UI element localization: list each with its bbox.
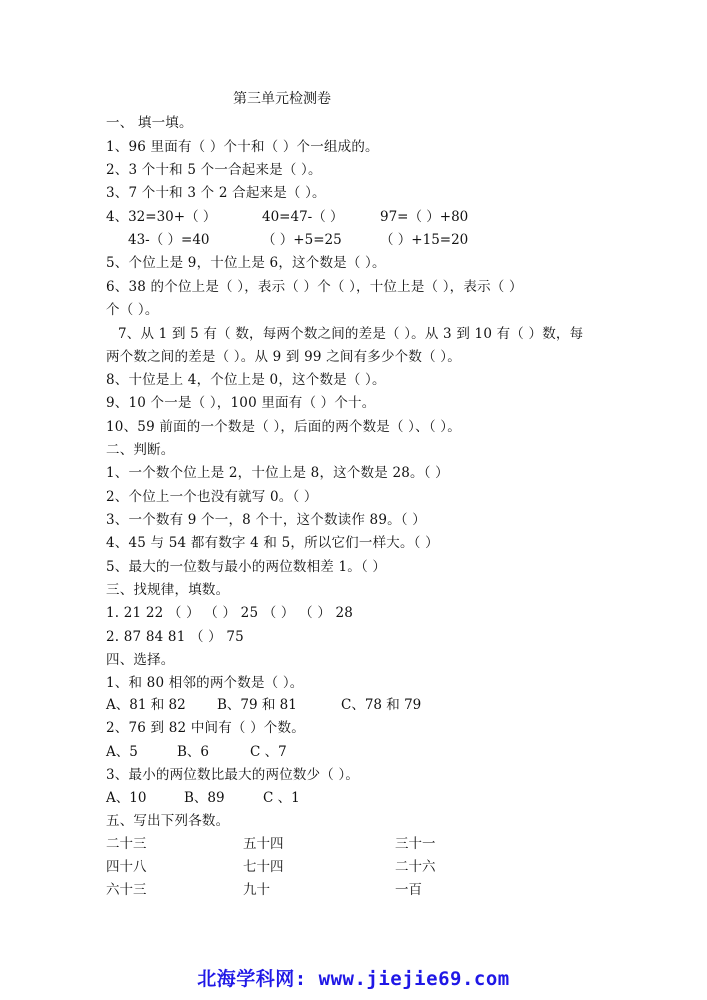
section1-heading: 一、 填一填。 (106, 115, 193, 131)
question-1-4-e: （ ）+5=25 (262, 232, 342, 248)
number-word-2-3: 二十六 (395, 859, 436, 875)
question-1-2: 2、3 个十和 5 个一合起来是（ ）。 (106, 162, 322, 178)
question-1-10: 10、59 前面的一个数是（ ），后面的两个数是（ ）、（ ）。 (106, 419, 461, 435)
question-1-1: 1、96 里面有（ ）个十和（ ）个一组成的。 (106, 139, 379, 155)
question-1-4-c: 97=（ ）+80 (380, 209, 469, 225)
question-1-9: 9、10 个一是（ ），100 里面有（ ）个十。 (106, 395, 376, 411)
number-word-3-2: 九十 (243, 882, 270, 898)
question-1-7-line1: 7、从 1 到 5 有（ 数，每两个数之间的差是（ ）。从 3 到 10 有（ ）数，每 (118, 326, 584, 342)
number-word-2-2: 七十四 (243, 859, 284, 875)
number-word-3-3: 一百 (395, 882, 422, 898)
question-1-8: 8、十位是上 4，个位上是 0，这个数是（ ）。 (106, 372, 386, 388)
judgement-1: 1、一个数个位上是 2，十位上是 8，这个数是 28。（ ） (106, 465, 449, 481)
question-1-6-line2: 个（ ）。 (106, 302, 159, 318)
section3-heading: 三、找规律，填数。 (106, 582, 230, 598)
choice-3-option-c: C 、1 (263, 790, 300, 806)
question-1-4-d: 43-（ ）=40 (128, 232, 210, 248)
question-1-4-b: 40=47-（ ） (262, 209, 344, 225)
choice-2-option-c: C 、7 (250, 744, 287, 760)
judgement-4: 4、45 与 54 都有数字 4 和 5，所以它们一样大。（ ） (106, 535, 439, 551)
question-1-7-line2: 两个数之间的差是（ ）。从 9 到 99 之间有多少个数（ ）。 (106, 349, 461, 365)
question-1-5: 5、个位上是 9，十位上是 6，这个数是（ ）。 (106, 255, 386, 271)
choice-question-3: 3、最小的两位数比最大的两位数少（ ）。 (106, 767, 360, 783)
number-word-2-1: 四十八 (106, 859, 147, 875)
question-1-4-a: 4、32=30+（ ） (106, 209, 217, 225)
judgement-3: 3、一个数有 9 个一，8 个十，这个数读作 89。（ ） (106, 512, 426, 528)
footer-website-link[interactable]: 北海学科网: www.jiejie69.com (197, 968, 510, 990)
number-word-1-2: 五十四 (243, 836, 284, 852)
choice-3-option-b: B、89 (184, 790, 225, 806)
page-title: 第三单元检测卷 (233, 91, 331, 107)
choice-question-1: 1、和 80 相邻的两个数是（ ）。 (106, 675, 304, 691)
section5-heading: 五、写出下列各数。 (106, 813, 230, 829)
section2-heading: 二、判断。 (106, 442, 175, 458)
question-1-6-line1: 6、38 的个位上是（ ），表示（ ）个（ ），十位上是（ ），表示（ ） (106, 279, 523, 295)
section4-heading: 四、选择。 (106, 652, 175, 668)
number-word-1-1: 二十三 (106, 836, 147, 852)
choice-question-2: 2、76 到 82 中间有（ ）个数。 (106, 720, 305, 736)
pattern-1: 1. 21 22 （ ） （ ） 25 （ ） （ ） 28 (106, 605, 354, 621)
choice-1-option-b: B、79 和 81 (217, 697, 297, 713)
choice-1-option-a: A、81 和 82 (106, 697, 186, 713)
choice-2-option-b: B、6 (177, 744, 210, 760)
question-1-3: 3、7 个十和 3 个 2 合起来是（ ）。 (106, 185, 326, 201)
choice-2-option-a: A、5 (106, 744, 138, 760)
question-1-4-f: （ ）+15=20 (380, 232, 469, 248)
choice-1-option-c: C、78 和 79 (341, 697, 422, 713)
judgement-5: 5、最大的一位数与最小的两位数相差 1。（ ） (106, 559, 387, 575)
number-word-1-3: 三十一 (395, 836, 436, 852)
number-word-3-1: 六十三 (106, 882, 147, 898)
pattern-2: 2. 87 84 81 （ ） 75 (106, 629, 244, 645)
judgement-2: 2、个位上一个也没有就写 0。（ ） (106, 489, 318, 505)
choice-3-option-a: A、10 (106, 790, 147, 806)
